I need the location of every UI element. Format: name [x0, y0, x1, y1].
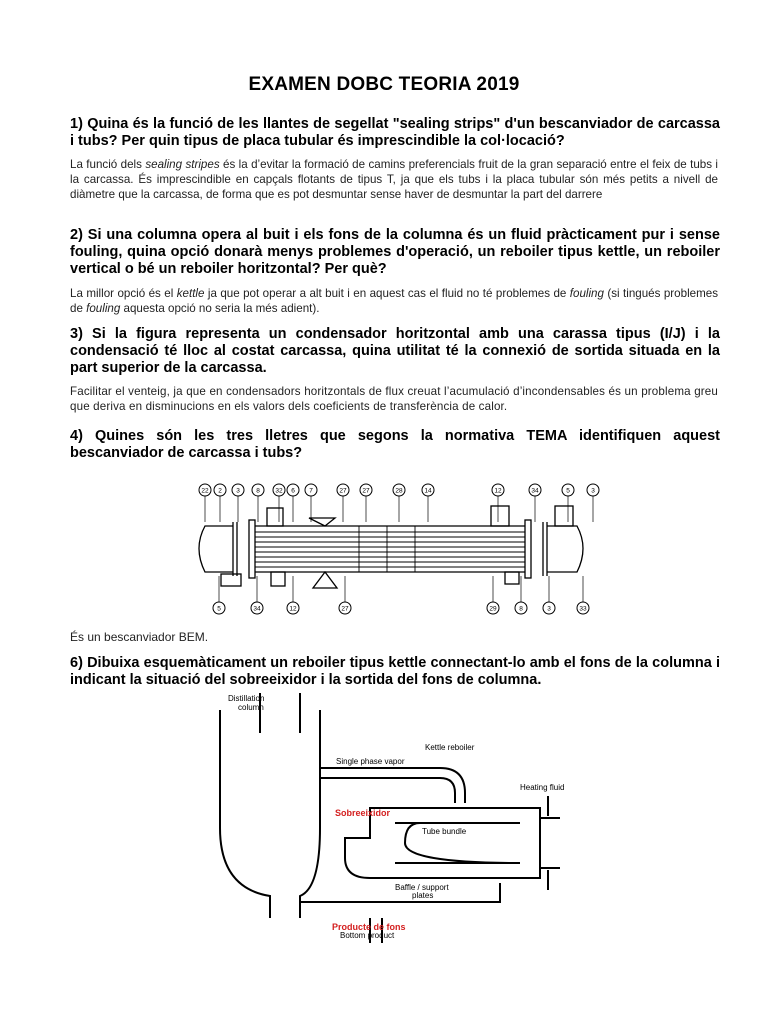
- column-right-wall: [300, 710, 320, 918]
- label-baffle: Baffle / support: [395, 883, 449, 892]
- callout-number: 28: [395, 487, 403, 495]
- label-kettle: Kettle reboiler: [425, 743, 475, 752]
- callout-number: 2: [218, 487, 222, 495]
- callout-number: 14: [424, 487, 432, 495]
- label-sobreeixidor: Sobreeixidor: [335, 808, 391, 818]
- front-head: [199, 526, 233, 572]
- kettle-reboiler-diagram: [200, 688, 585, 948]
- heat-exchanger-diagram: [185, 478, 610, 620]
- callout-number: 27: [339, 487, 347, 495]
- callout-number: 3: [591, 487, 595, 495]
- label-tube-bundle: Tube bundle: [422, 827, 467, 836]
- bottom-callouts: [213, 576, 589, 614]
- label-distillation: Distillation: [228, 694, 265, 703]
- callout-number: 34: [253, 605, 261, 613]
- callout-number: 29: [489, 605, 497, 613]
- callout-number: 5: [566, 487, 570, 495]
- callout-number: 7: [309, 487, 313, 495]
- vapor-line: [320, 778, 455, 803]
- page-title: EXAMEN DOBC TEORIA 2019: [248, 74, 520, 95]
- callout-number: 6: [291, 487, 295, 495]
- callout-number: 22: [201, 487, 209, 495]
- answer-3: Facilitar el venteig, ja que en condensadors horitzontals de flux creuat l’acumulació d’incondensables és un problema greu que deriva en disminucions en els valors dels coeficients de transferència de calor.: [70, 385, 718, 413]
- callout-number: 3: [236, 487, 240, 495]
- rear-head: [547, 526, 583, 572]
- column-left-wall: [220, 710, 270, 918]
- callout-number: 27: [341, 605, 349, 613]
- top-callouts: [199, 484, 599, 522]
- question-4: 4) Quines són les tres lletres que segons la normativa TEMA identifiquen aquest bescanviador de carcassa i tubs?: [70, 428, 720, 461]
- answer-4: És un bescanviador BEM.: [70, 630, 209, 644]
- label-bottom-product: Bottom product: [340, 931, 395, 940]
- answer-1: La funció dels sealing stripes és la d’evitar la formació de camins preferencials fruit de la gran separació entre el feix de tubs i la carcassa. És imprescindible en capçals flotants de tipus T, ja que els tubs i la placa tubular són més petits a nivell de diàmetre que la carcassa, de forma que es pot desmuntar sense haver de desmuntar la part del darrere: [70, 158, 719, 201]
- question-6: 6) Dibuixa esquemàticament un reboiler tipus kettle connectant-lo amb el fons de la columna i indicant la situació del sobreeixidor i la sortida del fons de columna.: [70, 655, 720, 688]
- callout-number: 32: [275, 487, 283, 495]
- label-heating: Heating fluid: [520, 783, 565, 792]
- label-plates: plates: [412, 891, 434, 900]
- label-producte-de-fons: Producte de fons: [332, 922, 406, 932]
- kettle-shell: [345, 808, 540, 878]
- callout-number: 12: [494, 487, 502, 495]
- question-3: 3) Si la figura representa un condensador horitzontal amb una carassa tipus (I/J) i la condensació té lloc al costat carcassa, quina utilitat té la connexió de sortida situada en la part superior de la carcassa.: [70, 326, 720, 376]
- callout-number: 5: [217, 605, 221, 613]
- question-1: 1) Quina és la funció de les llantes de segellat "sealing strips" d'un bescanviador de carcassa i tubs? Per quin tipus de placa tubular és imprescindible la col·locació?: [70, 116, 720, 149]
- label-column: column: [238, 703, 264, 712]
- callout-number: 34: [531, 487, 539, 495]
- label-vapor: Single phase vapor: [336, 757, 405, 766]
- callout-number: 8: [256, 487, 260, 495]
- callout-number: 33: [579, 605, 587, 613]
- callout-number: 27: [362, 487, 370, 495]
- callout-number: 12: [289, 605, 297, 613]
- answer-2: La millor opció és el kettle ja que pot operar a alt buit i en aquest cas el fluid no té problemes de fouling (si tingués problemes de fouling aquesta opció no seria la més adient).: [70, 287, 718, 315]
- callout-number: 8: [519, 605, 523, 613]
- callout-number: 3: [547, 605, 551, 613]
- question-2: 2) Si una columna opera al buit i els fons de la columna és un fluid pràcticament pur i sense fouling, quina opció donarà menys problemes d'operació, un reboiler tipus kettle, un reboiler vertical o bé un reboiler horitzontal? Per què?: [70, 227, 720, 277]
